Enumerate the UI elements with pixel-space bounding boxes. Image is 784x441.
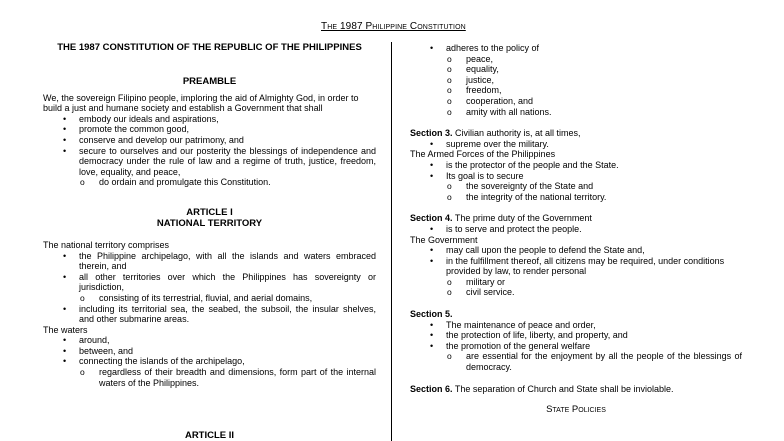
column-divider — [391, 42, 392, 441]
sub-list-item: o justice, — [446, 75, 742, 86]
section-4-list-2 — [410, 245, 742, 298]
list-item: • the protection of life, liberty, and property, and — [410, 330, 742, 341]
list-item: • the Philippine archipelago, with all the islands and waters embraced therein, and — [43, 251, 376, 272]
waters-list — [43, 335, 376, 388]
list-item — [410, 43, 742, 117]
list-item-text: • in the fulfillment thereof, all citizens may be required, under conditions provided by law, to render personal — [446, 255, 725, 277]
list-item: • promote the common good, — [43, 124, 376, 135]
sub-list-item: o equality, — [446, 64, 742, 75]
list-item — [410, 341, 742, 373]
list-item — [43, 272, 376, 304]
sub-list-item: o amity with all nations. — [446, 107, 742, 118]
list-item: • is to serve and protect the people. — [410, 224, 742, 235]
section-5: Section 5. — [410, 309, 453, 320]
right-column — [410, 43, 742, 416]
preamble-list — [43, 114, 376, 188]
list-item — [43, 356, 376, 388]
list-item: • including its territorial sea, the seabed, the subsoil, the insular shelves, and other submarine areas. — [43, 304, 376, 325]
section-text: Civilian authority is, at all times, — [452, 128, 581, 139]
section-text: The separation of Church and State shall be inviolable. — [452, 383, 674, 394]
list-item-text: • the promotion of the general welfare — [446, 340, 591, 351]
page-header: The 1987 Philippine Constitution — [321, 21, 466, 32]
waters-intro: The waters — [43, 324, 88, 335]
sub-list-item: o regardless of their breadth and dimensions, form part of the internal waters of the Philippines. — [79, 367, 376, 388]
list-item — [410, 171, 742, 203]
section-4-list — [410, 224, 742, 235]
sub-list-item: o do ordain and promulgate this Constitution. — [79, 177, 376, 188]
state-policies-heading: State Policies — [546, 404, 606, 416]
section-number: Section 4. — [410, 213, 453, 224]
section-text: The prime duty of the Government — [452, 213, 592, 224]
sub-list-item: o civil service. — [446, 287, 742, 298]
preamble-heading: PREAMBLE — [182, 75, 237, 87]
document-title: THE 1987 CONSTITUTION OF THE REPUBLIC OF THE PHILIPPINES — [57, 42, 362, 53]
list-item: • may call upon the people to defend the State and, — [410, 245, 742, 256]
list-item: • conserve and develop our patrimony, and — [43, 135, 376, 146]
section-5-list — [410, 320, 742, 373]
list-item-text: • connecting the islands of the archipelago, — [79, 356, 245, 367]
section-number: Section 3. — [410, 128, 453, 139]
section-4 — [410, 213, 742, 224]
section-3-line: The Armed Forces of the Philippines — [410, 149, 556, 160]
sub-list-item: o are essential for the enjoyment by all the people of the blessings of democracy. — [446, 351, 742, 372]
article-2-heading: ARTICLE II — [184, 430, 235, 441]
sub-list-item: o cooperation, and — [446, 96, 742, 107]
list-item: • around, — [43, 335, 376, 346]
list-item: • embody our ideals and aspirations, — [43, 114, 376, 125]
list-item — [410, 256, 742, 298]
sub-list-item: o peace, — [446, 54, 742, 65]
list-item-text: • all other territories over which the Philippines has sovereignty or jurisdiction, — [79, 271, 376, 293]
list-item: • between, and — [43, 346, 376, 357]
list-item-text: • adheres to the policy of — [446, 43, 540, 53]
preamble-intro: We, the sovereign Filipino people, imploring the aid of Almighty God, in order to build a just and humane society and establish a Government that shall — [43, 92, 359, 114]
list-item-text: • Its goal is to secure — [446, 170, 524, 181]
left-column — [43, 43, 376, 388]
sub-list-item: o freedom, — [446, 85, 742, 96]
list-item: • The maintenance of peace and order, — [410, 320, 742, 331]
section-4-line: The Government — [410, 234, 478, 245]
list-item: • is the protector of the people and the State. — [410, 160, 742, 171]
list-item: • supreme over the military. — [410, 139, 742, 150]
article-1-title: NATIONAL TERRITORY — [156, 217, 263, 229]
section-number: Section 6. — [410, 383, 453, 394]
sub-list-item: o military or — [446, 277, 742, 288]
section-6 — [410, 384, 742, 395]
sub-list-item: o consisting of its terrestrial, fluvial, and aerial domains, — [79, 293, 376, 304]
list-item — [43, 146, 376, 188]
section-3 — [410, 128, 742, 139]
article-1-heading: ARTICLE I — [186, 206, 233, 218]
sub-list-item: o the integrity of the national territory. — [446, 192, 742, 203]
section-3-list-2 — [410, 160, 742, 202]
list-item-text: • secure to ourselves and our posterity the blessings of independence and democracy under the rule of law and a regime of truth, justice, freedom, love, equality, and peace, — [79, 145, 376, 177]
sub-list-item: o the sovereignty of the State and — [446, 181, 742, 192]
territory-list — [43, 251, 376, 325]
policy-list — [410, 43, 742, 117]
territory-intro: The national territory comprises — [43, 239, 170, 250]
section-3-list — [410, 139, 742, 150]
